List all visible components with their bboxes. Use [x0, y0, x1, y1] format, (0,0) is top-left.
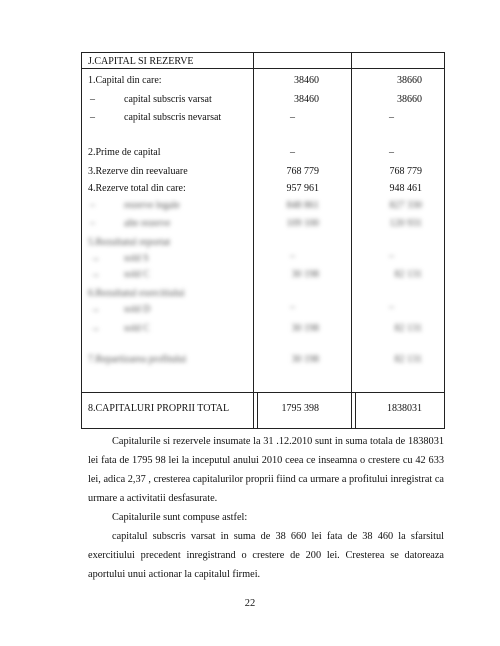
row-label: sold S	[124, 253, 149, 264]
total-label: 8.CAPITALURI PROPRII TOTAL	[88, 403, 230, 414]
row-value-curr: –	[389, 251, 394, 262]
row-value-prev: 957 961	[286, 183, 319, 194]
row-value-curr: –	[389, 302, 394, 313]
capital-table	[81, 52, 445, 429]
arrow-marker: →	[90, 269, 100, 280]
arrow-marker: →	[90, 253, 100, 264]
row-label: 6.Rezultatul exercitiului	[88, 288, 185, 299]
column-divider	[351, 53, 352, 428]
row-value-prev: 38460	[294, 94, 319, 105]
row-value-prev: 768 779	[286, 166, 319, 177]
dash-marker: –	[90, 112, 95, 123]
row-label: alte rezerve	[124, 218, 171, 229]
row-value-curr: 38660	[397, 75, 422, 86]
row-value-curr: 82 131	[394, 269, 422, 280]
row-value-prev: –	[290, 147, 295, 158]
row-label: capital subscris varsat	[124, 94, 212, 105]
header-rule	[82, 68, 444, 69]
row-value-curr: 38660	[397, 94, 422, 105]
row-value-prev: –	[290, 302, 295, 313]
row-label: sold C	[124, 323, 150, 334]
row-label: 7.Repartizarea profitului	[88, 354, 187, 365]
row-value-curr: 120 931	[389, 218, 422, 229]
row-value-curr: –	[389, 147, 394, 158]
arrow-marker: →	[90, 304, 100, 315]
row-label: 4.Rezerve total din care:	[88, 183, 186, 194]
row-label: 1.Capital din care:	[88, 75, 162, 86]
row-value-prev: 109 100	[286, 218, 319, 229]
row-value-prev: –	[290, 112, 295, 123]
paragraph: Capitalurile sunt compuse astfel:	[112, 512, 248, 523]
row-value-prev: 30 198	[291, 269, 319, 280]
row-value-curr: 82 131	[394, 354, 422, 365]
row-label: 2.Prime de capital	[88, 147, 161, 158]
column-divider	[257, 392, 258, 428]
row-value-curr: 827 330	[389, 200, 422, 211]
row-value-curr: 82 131	[394, 323, 422, 334]
row-value-curr: 948 461	[389, 183, 422, 194]
row-value-curr: 768 779	[389, 166, 422, 177]
row-label: sold D	[124, 304, 151, 315]
dash-marker: –	[90, 218, 95, 229]
table-heading: J.CAPITAL SI REZERVE	[88, 56, 194, 67]
row-value-prev: 848 861	[286, 200, 319, 211]
paragraph: capitalul subscris varsat in suma de 38 660 lei fata de 38 460 la sfarsitul exercitiului precedent inregistrand o crestere de 200 lei. Cresterea se datoreaza aportului unui actionar la capitalul firmei.	[88, 531, 444, 580]
row-label: rezerve legale	[124, 200, 180, 211]
row-value-prev: 30 198	[291, 354, 319, 365]
row-label: 5.Rezultatul reportat	[88, 237, 171, 248]
dash-marker: –	[90, 200, 95, 211]
paragraph: Capitalurile si rezervele insumate la 31 .12.2010 sunt in suma totala de 1838031 lei fata de 1795 98 lei la inceputul anului 2010 ceea ce inseamna o crestere cu 42 633 lei, adica 2,37 , cresterea capitalurilor proprii fiind ca urmare a profitului inregistrat ca urmare a activitatii desfasurate.	[88, 436, 444, 504]
body-text	[88, 432, 444, 584]
arrow-marker: →	[90, 323, 100, 334]
row-label: sold C	[124, 269, 150, 280]
column-divider	[355, 392, 356, 428]
page-number: 22	[244, 598, 256, 609]
total-value-curr: 1838031	[387, 403, 422, 414]
row-value-curr: –	[389, 112, 394, 123]
total-rule	[82, 392, 444, 393]
row-value-prev: 38460	[294, 75, 319, 86]
row-label: capital subscris nevarsat	[124, 112, 222, 123]
row-value-prev: –	[290, 251, 295, 262]
dash-marker: –	[90, 94, 95, 105]
row-value-prev: 30 198	[291, 323, 319, 334]
total-value-prev: 1795 398	[281, 403, 319, 414]
row-label: 3.Rezerve din reevaluare	[88, 166, 188, 177]
column-divider	[253, 53, 254, 428]
